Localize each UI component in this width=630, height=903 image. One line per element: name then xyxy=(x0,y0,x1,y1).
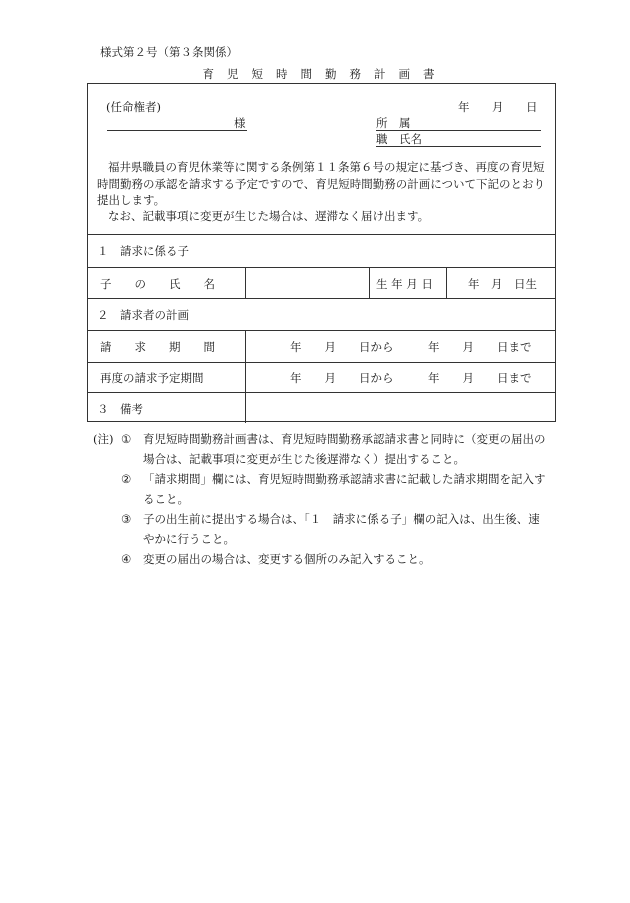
body-text-line-4: なお、記載事項に変更が生じた場合は、遅滞なく届け出ます。 xyxy=(108,209,430,223)
birthdate-label: 生 年 月 日 xyxy=(376,277,433,291)
divider-child-name xyxy=(245,267,246,298)
affiliation-label: 所 属 xyxy=(376,116,411,130)
note-1-line-1: 育児短時間勤務計画書は、育児短時間勤務承認請求書と同時に（変更の届出の xyxy=(143,432,546,446)
child-name-label: 子 の 氏 名 xyxy=(100,277,215,291)
document-title: 育児短時間勤務計画書 xyxy=(202,67,448,81)
divider-birthdate-value xyxy=(446,267,447,298)
form-frame xyxy=(87,83,556,422)
date-month-label: 月 xyxy=(492,100,504,114)
rule-section1-row xyxy=(88,267,555,268)
section3-heading: ３ 備考 xyxy=(97,402,143,416)
planned-period-label: 再度の請求予定期間 xyxy=(100,371,204,385)
request-period-value[interactable]: 年 月 日から 年 月 日まで xyxy=(290,340,532,354)
body-text-line-1: 福井県職員の育児休業等に関する条例第１１条第６号の規定に基づき、再度の育児短 xyxy=(108,160,545,174)
section1-heading: １ 請求に係る子 xyxy=(97,244,189,258)
name-label: 職 氏名 xyxy=(376,132,422,146)
note-3-line-2: やかに行うこと。 xyxy=(143,532,235,546)
note-1-marker: ① xyxy=(121,432,132,446)
note-3-line-1: 子の出生前に提出する場合は、「１ 請求に係る子」欄の記入は、出生後、速 xyxy=(143,512,540,526)
rule-section2-row2 xyxy=(88,362,555,363)
body-text-line-3: 提出します。 xyxy=(97,193,166,207)
divider-plan-rows xyxy=(245,330,246,423)
section2-heading: ２ 請求者の計画 xyxy=(97,308,189,322)
rule-section2-top xyxy=(88,298,555,299)
divider-birthdate-label xyxy=(369,267,370,298)
note-2-marker: ② xyxy=(121,472,132,486)
rule-section1-top xyxy=(88,234,555,235)
note-1-line-2: 場合は、記載事項に変更が生じた後遅滞なく）提出すること。 xyxy=(143,452,465,466)
birthdate-value[interactable]: 年 月 日生 xyxy=(468,277,537,291)
date-year-label: 年 xyxy=(458,100,470,114)
note-2-line-2: ること。 xyxy=(143,492,189,506)
request-period-label: 請 求 期 間 xyxy=(100,340,215,354)
honorific-sama: 様 xyxy=(234,116,246,130)
rule-section3-top xyxy=(88,392,555,393)
notes-section xyxy=(93,429,563,569)
notes-prefix: (注) xyxy=(93,432,114,446)
date-day-label: 日 xyxy=(526,100,538,114)
form-number: 様式第２号（第３条関係） xyxy=(100,45,238,59)
note-4-line-1: 変更の届出の場合は、変更する個所のみ記入すること。 xyxy=(143,552,431,566)
note-4-marker: ④ xyxy=(121,552,132,566)
note-2-line-1: 「請求期間」欄には、育児短時間勤務承認請求書に記載した請求期間を記入す xyxy=(143,472,546,486)
appointer-label: (任命権者) xyxy=(106,100,161,114)
addressee-underline xyxy=(107,130,247,131)
body-text-line-2: 時間勤務の承認を請求する予定ですので、育児短時間勤務の計画について下記のとおり xyxy=(97,177,546,191)
note-3-marker: ③ xyxy=(121,512,132,526)
planned-period-value[interactable]: 年 月 日から 年 月 日まで xyxy=(290,371,532,385)
rule-section2-row1 xyxy=(88,330,555,331)
name-underline xyxy=(376,146,541,147)
